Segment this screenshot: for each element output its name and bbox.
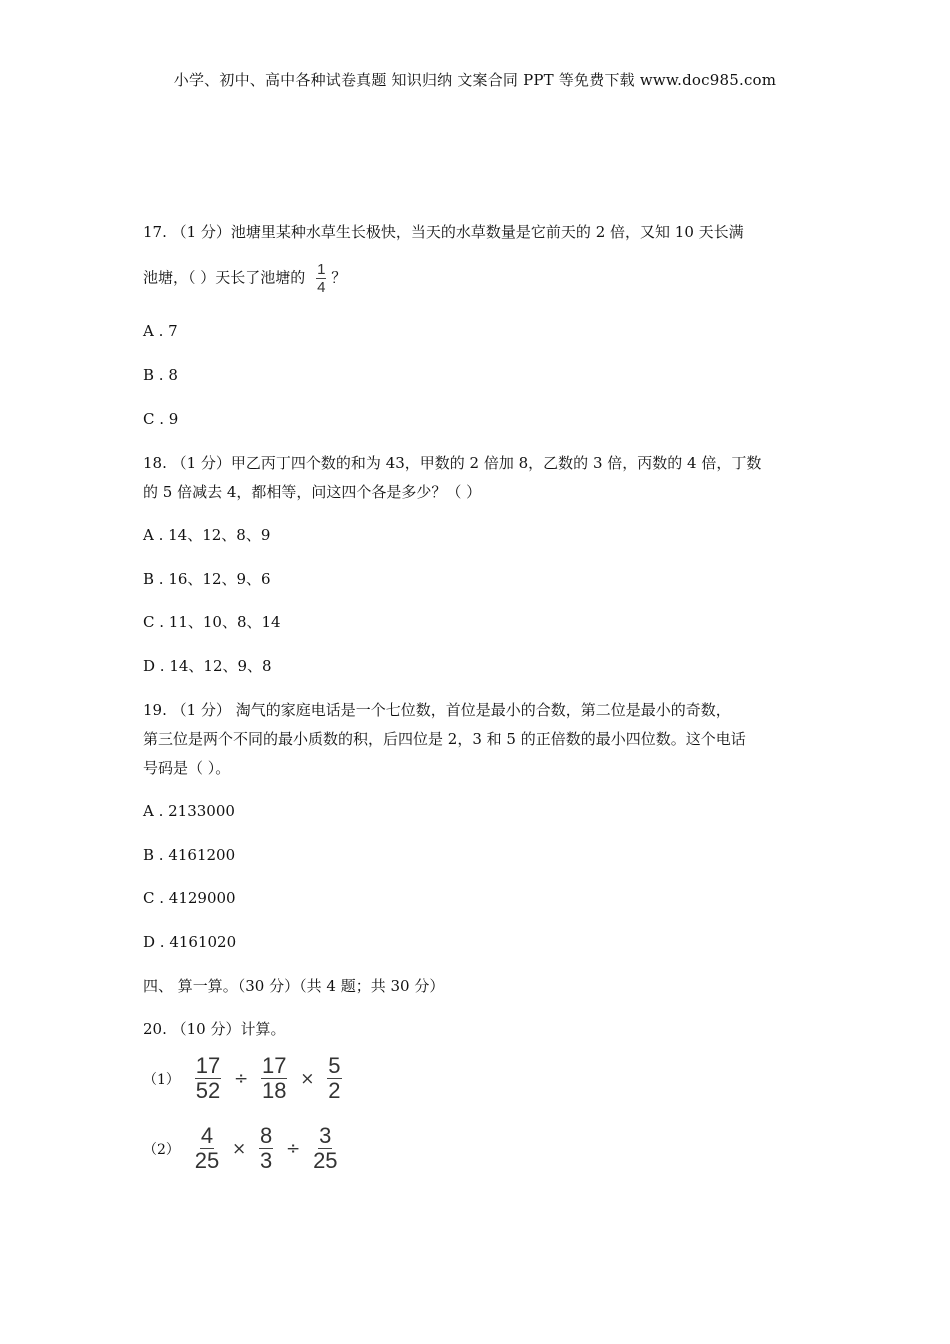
q17-option-b: B . 8 xyxy=(143,366,178,384)
divide-sign: ÷ xyxy=(233,1068,249,1089)
q19-line2: 第三位是两个不同的最小质数的积，后四位是 2，3 和 5 的正倍数的最小四位数。这个电话 xyxy=(143,730,746,748)
fraction xyxy=(195,1125,219,1172)
fraction-numerator: 3 xyxy=(319,1123,332,1148)
q20-part1-label: （1） xyxy=(143,1071,180,1088)
q18-option-d: D . 14、12、9、8 xyxy=(143,657,272,675)
q19-line1: 19. （1 分） 淘气的家庭电话是一个七位数，首位是最小的合数，第二位是最小的奇数， xyxy=(143,701,731,719)
fraction-denominator: 25 xyxy=(313,1148,338,1173)
fraction-denominator: 2 xyxy=(328,1078,341,1103)
fraction xyxy=(259,1125,273,1172)
fraction-denominator: 52 xyxy=(195,1078,221,1103)
q20-part2 xyxy=(143,1125,338,1172)
q17-line2-post: ？ xyxy=(331,268,347,287)
fraction-numerator: 17 xyxy=(195,1053,221,1078)
fraction-numerator: 17 xyxy=(262,1053,287,1078)
fraction-denominator: 25 xyxy=(194,1148,220,1173)
multiply-sign: × xyxy=(231,1138,247,1159)
fraction xyxy=(261,1055,287,1102)
q17-line1: 17. （1 分）池塘里某种水草生长极快，当天的水草数量是它前天的 2 倍，又知 10 天长满 xyxy=(143,223,744,241)
q18-option-b: B . 16、12、9、6 xyxy=(143,570,271,588)
fraction-denominator: 3 xyxy=(260,1148,273,1173)
q20-part1 xyxy=(143,1055,342,1102)
section-heading: 四、 算一算。（30 分）（共 4 题；共 30 分） xyxy=(143,977,445,995)
q19-option-a: A . 2133000 xyxy=(143,802,235,820)
fraction-denominator: 4 xyxy=(317,279,326,296)
fraction-one-quarter xyxy=(316,262,326,295)
fraction xyxy=(313,1125,337,1172)
q19-option-c: C . 4129000 xyxy=(143,889,236,907)
divide-sign: ÷ xyxy=(286,1138,301,1159)
fraction-numerator: 1 xyxy=(317,261,326,278)
fraction xyxy=(327,1055,341,1102)
q17-option-a: A . 7 xyxy=(143,322,178,340)
q18-line2: 的 5 倍减去 4，都相等，问这四个各是多少？（ ） xyxy=(143,483,482,501)
fraction-numerator: 8 xyxy=(260,1123,273,1148)
q20-title: 20. （10 分）计算。 xyxy=(143,1020,286,1038)
q19-option-d: D . 4161020 xyxy=(143,933,237,951)
multiply-sign: × xyxy=(300,1068,315,1089)
q17-line2 xyxy=(143,262,346,295)
q19-line3: 号码是（ ）。 xyxy=(143,759,231,777)
q17-option-c: C . 9 xyxy=(143,410,179,428)
q20-part2-label: （2） xyxy=(143,1141,180,1158)
fraction-denominator: 18 xyxy=(262,1078,287,1103)
fraction-numerator: 4 xyxy=(200,1123,214,1148)
q17-line2-pre: 池塘，（ ）天长了池塘的 xyxy=(143,268,306,287)
fraction xyxy=(195,1055,221,1102)
q18-option-a: A . 14、12、8、9 xyxy=(143,526,271,544)
q19-option-b: B . 4161200 xyxy=(143,846,236,864)
page-header: 小学、初中、高中各种试卷真题 知识归纳 文案合同 PPT 等免费下载 www.doc985.com xyxy=(173,71,777,89)
q18-line1: 18. （1 分）甲乙丙丁四个数的和为 43，甲数的 2 倍加 8，乙数的 3 倍，丙数的 4 倍，丁数 xyxy=(143,454,762,472)
q18-option-c: C . 11、10、8、14 xyxy=(143,613,281,631)
fraction-numerator: 5 xyxy=(328,1053,341,1078)
